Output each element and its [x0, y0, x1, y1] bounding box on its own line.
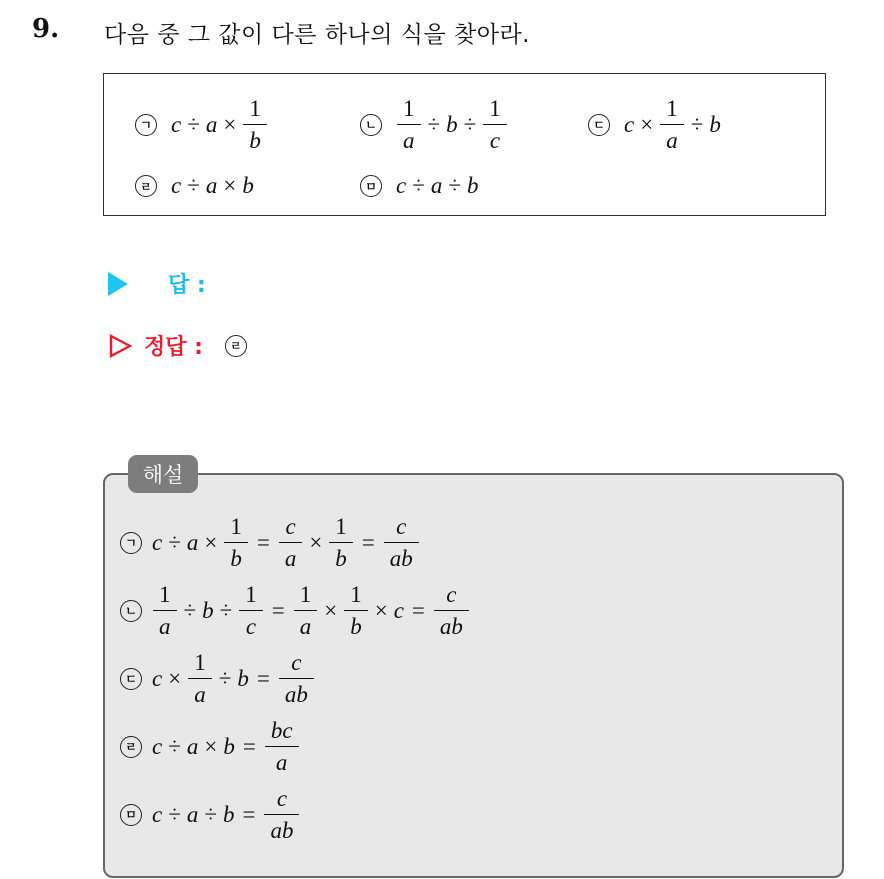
solution-3: ㄷ c × $\frac{1}{a}$ ÷ b = $\frac{c}{ab}$ [120, 651, 315, 706]
div-sign: ÷ [187, 173, 200, 198]
solution-2-marker: ㄴ [120, 600, 142, 622]
choice-1 [135, 97, 268, 152]
var-b: b [242, 173, 254, 198]
var-c: c [171, 173, 182, 198]
choice-2 [360, 97, 508, 152]
solution-4: ㄹ c ÷ a × b = $\frac{bc}{a}$ [120, 719, 300, 774]
choice-4-marker: ㄹ [135, 175, 157, 197]
solution-3-marker: ㄷ [120, 668, 142, 690]
fraction: $\frac{1}{a}$ [400, 97, 418, 152]
solution-1: ㄱ c ÷ a × $\frac{1}{b}$ = $\frac{c}{a}$ × $\frac{1}{b}$ = $\frac{c}{ab}$ [120, 515, 420, 570]
correct-answer-row [108, 330, 247, 361]
div-sign: ÷ [187, 111, 200, 137]
times-sign: × [223, 111, 237, 137]
solution-1-marker: ㄱ [120, 532, 142, 554]
var-c: c [396, 173, 407, 198]
solution-5-marker: ㅁ [120, 804, 142, 826]
fraction: $\frac{1}{c}$ [486, 97, 504, 152]
fraction: $\frac{1}{b}$ [246, 97, 264, 152]
var-b: b [709, 111, 721, 137]
choice-4 [135, 173, 254, 199]
times-sign: × [223, 173, 237, 198]
choice-5-marker: ㅁ [360, 175, 382, 197]
div-sign: ÷ [427, 111, 441, 137]
var-c: c [171, 111, 182, 137]
choice-2-marker: ㄴ [360, 114, 382, 136]
choice-1-marker: ㄱ [135, 114, 157, 136]
choice-5 [360, 173, 478, 199]
correct-answer-label: 정답 : [144, 335, 203, 360]
question-number: 9. [32, 14, 60, 44]
choice-3 [588, 97, 721, 152]
answer-label: 답 : [168, 273, 206, 298]
times-sign: × [640, 111, 654, 137]
var-b: b [446, 111, 458, 137]
div-sign: ÷ [690, 111, 704, 137]
correct-answer-marker: ㄹ [225, 335, 247, 357]
question-text: 다음 중 그 값이 다른 하나의 식을 찾아라. [104, 22, 530, 48]
div-sign: ÷ [463, 111, 477, 137]
var-a: a [205, 173, 218, 198]
div-sign: ÷ [412, 173, 425, 198]
var-a: a [430, 173, 443, 198]
play-triangle-icon [108, 272, 128, 296]
solution-2: ㄴ $\frac{1}{a}$ ÷ b ÷ $\frac{1}{c}$ = $\frac{1}{a}$ × $\frac{1}{b}$ × c = $\frac{c}{ab}$ [120, 583, 470, 638]
var-c: c [624, 111, 635, 137]
var-b: b [466, 173, 479, 198]
fraction: $\frac{1}{a}$ [663, 97, 681, 152]
explanation-tab: 해설 [128, 455, 198, 493]
answer-row [108, 268, 206, 299]
solution-4-marker: ㄹ [120, 736, 142, 758]
outline-triangle-icon [108, 334, 132, 358]
solution-5: ㅁ c ÷ a ÷ b = $\frac{c}{ab}$ [120, 787, 300, 842]
choice-3-marker: ㄷ [588, 114, 610, 136]
var-a: a [205, 111, 218, 137]
div-sign: ÷ [448, 173, 461, 198]
